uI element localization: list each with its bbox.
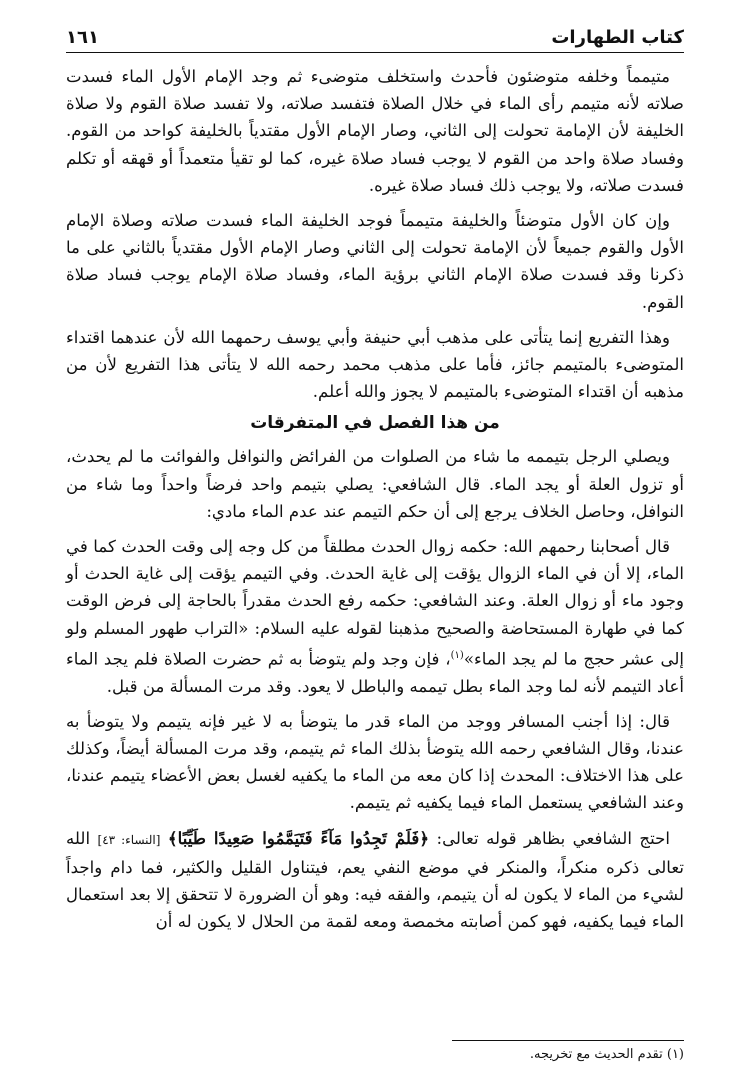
section-heading: من هذا الفصل في المتفرقات — [250, 413, 500, 434]
paragraph: متيمماً وخلفه متوضئون فأحدث واستخلف متوضىء ثم وجد الإمام الأول الماء فسدت صلاته لأنه متيمم رأى الماء في خلال الصلاة فتفسد صلاته، ولا تفسد صلاة القوم ولا صلاة الخليفة لأن الإمامة تحولت إلى الثاني، وصار الإمام الأول مقتدياً بالخليفة كواحد من القوم. وفساد صلاة واحد من القوم لا يوجب فساد صلاة غيره، كما لو تقيأ متعمداً أو قهقه أو تكلم فسدت صلاته، ولا يوجب ذلك فساد صلاة غيره. — [66, 67, 684, 195]
paragraph — [66, 825, 684, 936]
paragraph — [66, 533, 684, 700]
footnote: (١) تقدم الحديث مع تخريجه. — [529, 1047, 684, 1062]
paragraph-text: ، فإن وجد ولم يتوضأ به ثم حضرت الصلاة فلم يجد الماء أعاد التيمم لأنه لما وجد الماء بطل تيممه والباطل لا يعود. وقد مرت المسألة من قبل. — [66, 649, 684, 696]
paragraph: وهذا التفريع إنما يتأتى على مذهب أبي حنيفة وأبي يوسف رحمهما الله لأن عندهما اقتداء المتوضىء بالمتيمم جائز، فأما على مذهب محمد رحمه الله لا يتأتى هذا التفريع لأن من مذهبه أن اقتداء المتوضىء بالمتيمم لا يجوز والله أعلم. — [66, 327, 684, 402]
page — [66, 20, 684, 943]
quran-verse: ﴿فَلَمْ تَجِدُوا مَآءً فَتَيَمَّمُوا صَعِيدًا طَيِّبًا﴾ — [167, 827, 430, 848]
footnote-divider — [452, 1040, 684, 1041]
paragraph-text: احتج الشافعي بظاهر قوله تعالى: — [436, 828, 671, 848]
footnote-marker[interactable]: (١) — [450, 649, 464, 661]
paragraph-text: قال أصحابنا رحمهم الله: حكمه زوال الحدث مطلقاً من كل وجه إلى وقت الحدث كما في الماء، إلا أن في الماء الزوال يؤقت إلى غاية الحدث. وفي التيمم يؤقت إلى غاية الحدث أو وجود ماء أو زوال العلة. وعند الشافعي: حكمه رفع الحدث مقدراً بالحاجة إلى فرض الوقت كما في طهارة المستحاضة والصحيح مذهبنا لقوله عليه السلام: «التراب طهور المسلم ولو إلى عشر حجج ما لم يجد الماء» — [66, 537, 684, 669]
page-number: ١٦١ — [66, 27, 99, 48]
paragraph: ويصلي الرجل بتيممه ما شاء من الصلوات من الفرائض والنوافل والفوائت ما لم يحدث، أو تزول العلة أو يجد الماء. قال الشافعي: يصلي بتيمم واحد فرضاً واحداً وما شاء من النوافل، وحاصل الخلاف يرجع إلى أن حكم التيمم عند عدم الماء مادي: — [66, 447, 684, 521]
page-body — [66, 63, 684, 935]
paragraph: قال: إذا أجنب المسافر ووجد من الماء قدر ما يتوضأ به لا غير فإنه يتيمم ولا يتوضأ به عندنا، وقال الشافعي رحمه الله يتوضأ بذلك الماء ثم يتيمم، وقد مرت المسألة أيضاً، وكذلك على هذا الاختلاف: المحدث إذا كان معه من الماء ما يكفيه لغسل بعض الأعضاء يتيمم عندنا، وعند الشافعي يستعمل الماء فيما يكفيه ثم يتيمم. — [66, 711, 684, 813]
book-title: كتاب الطهارات — [551, 27, 684, 48]
paragraph-text: الله تعالى ذكره منكراً، والمنكر في موضع النفي يعم، فيتناول القليل والكثير، فما دام واجداً لشيء من الماء لا يكون له أن يتيمم، والفقه فيه: وهو أن الضرورة لا تتحقق إلا بعد استعمال الماء فيما يكفيه، فهو كمن أصابته مخمصة ومعه لقمة من الحلال لا يكون له أن — [66, 828, 684, 932]
verse-reference: [النساء: ٤٣] — [97, 832, 161, 847]
page-header — [66, 20, 684, 53]
paragraph: وإن كان الأول متوضئاً والخليفة متيمماً فوجد الخليفة الماء فسدت صلاته وصلاة الإمام الأول والقوم جميعاً لأن الإمامة تحولت إلى الثاني وصار الإمام الأول مقتدياً بالثاني على ما ذكرنا وقد فسدت صلاة الإمام الثاني برؤية الماء، وفساد صلاة الإمام يوجب فساد صلاة القوم. — [66, 211, 684, 312]
